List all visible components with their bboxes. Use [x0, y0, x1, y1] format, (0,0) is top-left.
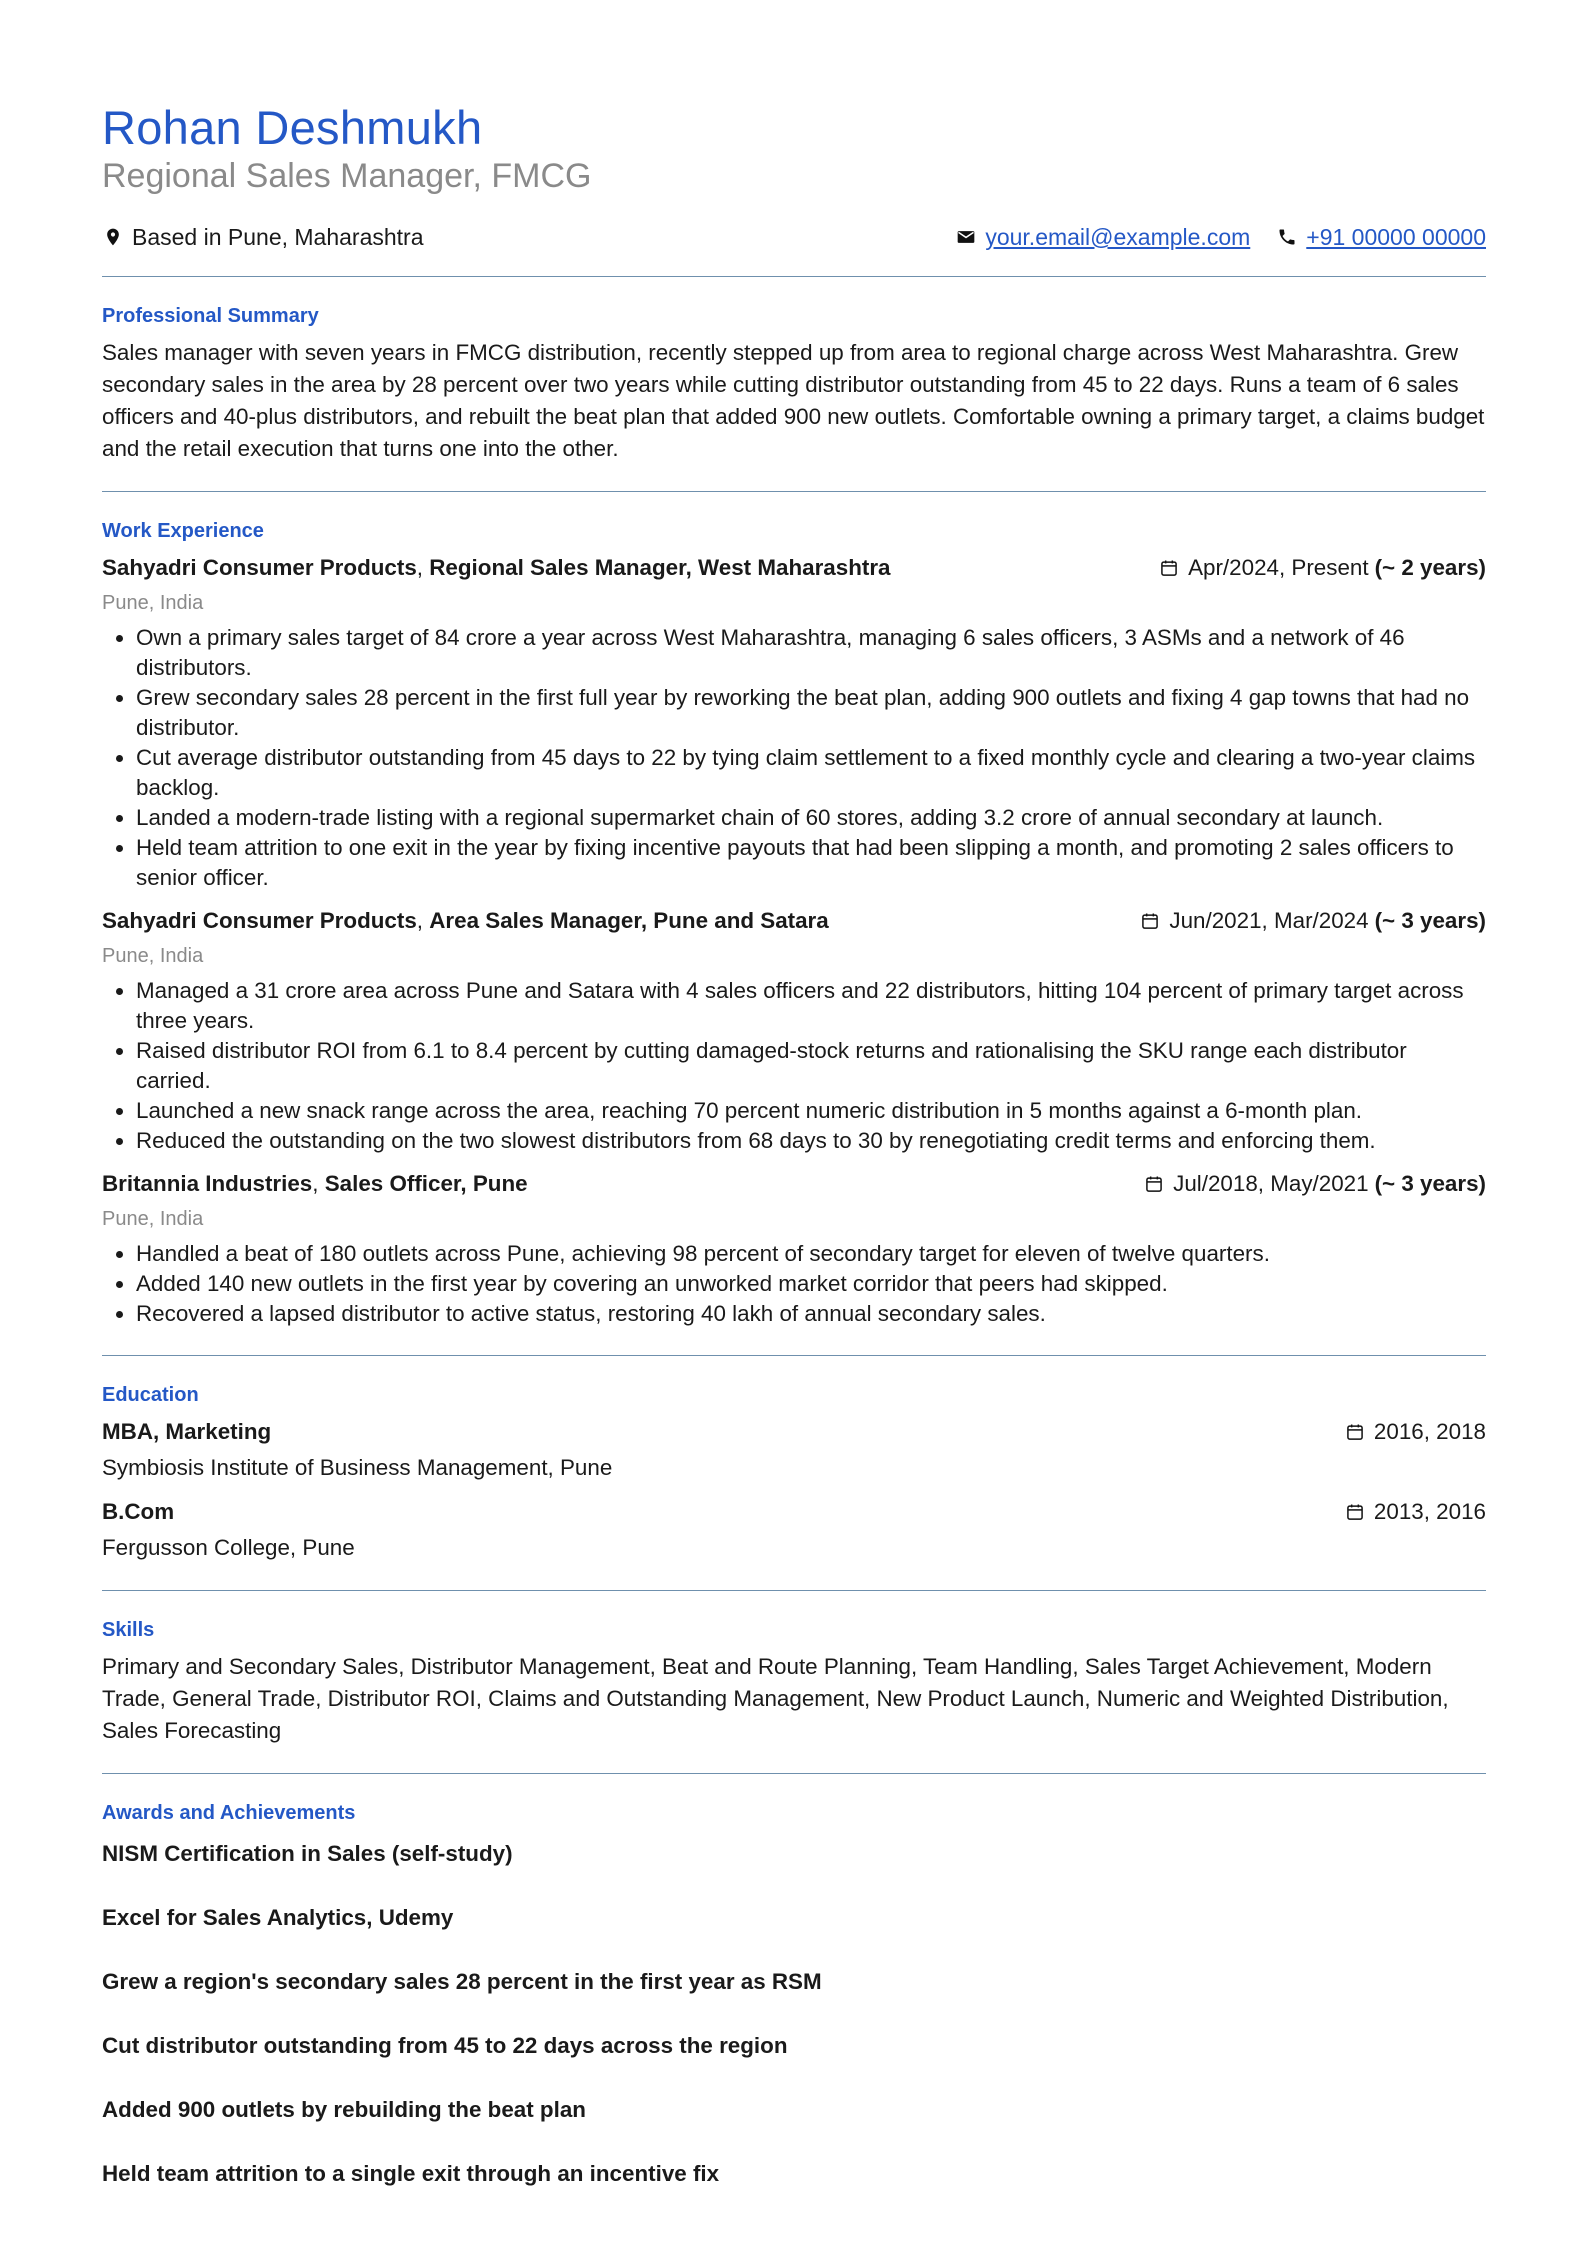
- summary-section: [102, 277, 1486, 491]
- candidate-name: Rohan Deshmukh: [102, 101, 483, 154]
- award-item: NISM Certification in Sales (self-study): [102, 1841, 513, 1866]
- list-item: • Managed a 31 crore area across Pune and Satara with 4 sales officers and 22 distributors, hitting 104 percent of primary target across three years.: [136, 976, 1486, 1036]
- job-entry: [102, 905, 1486, 1156]
- job-header: [102, 552, 1486, 584]
- education-dates: [1344, 1496, 1486, 1528]
- location-text: Based in Pune, Maharashtra: [132, 224, 424, 250]
- calendar-icon: [1344, 1501, 1366, 1523]
- degree: B.Com: [102, 1499, 175, 1524]
- title-separator: ,: [416, 908, 430, 933]
- award-item: Excel for Sales Analytics, Udemy: [102, 1905, 454, 1930]
- list-item: • Raised distributor ROI from 6.1 to 8.4 percent by cutting damaged-stock returns and rationalising the SKU range each distributor carried.: [136, 1036, 1486, 1096]
- education-section: [102, 1356, 1486, 1590]
- phone-item[interactable]: [1276, 222, 1486, 252]
- job-dates: [1143, 1168, 1486, 1200]
- section-title-awards: Awards and Achievements: [102, 1802, 356, 1824]
- list-item: • Grew secondary sales 28 percent in the first full year by reworking the beat plan, adding 900 outlets and fixing 4 gap towns that had no distributor.: [136, 683, 1486, 743]
- job-title: [102, 1168, 528, 1200]
- job-title: [102, 905, 829, 937]
- phone-link[interactable]: +91 00000 00000: [1306, 224, 1486, 250]
- date-range: 2013, 2016: [1373, 1499, 1486, 1524]
- job-header: [102, 905, 1486, 937]
- section-title-skills: Skills: [102, 1619, 155, 1641]
- section-title-summary: Professional Summary: [102, 305, 319, 327]
- list-item: • Own a primary sales target of 84 crore a year across West Maharashtra, managing 6 sales officers, 3 ASMs and a network of 46 distributors.: [136, 623, 1486, 683]
- calendar-icon: [1344, 1421, 1366, 1443]
- degree: MBA, Marketing: [102, 1419, 272, 1444]
- company-name: Sahyadri Consumer Products: [102, 555, 417, 580]
- section-title-experience: Work Experience: [102, 520, 264, 542]
- email-item[interactable]: [955, 222, 1250, 252]
- envelope-icon: [955, 226, 977, 248]
- education-dates: [1344, 1416, 1486, 1448]
- candidate-role: Regional Sales Manager, FMCG: [102, 157, 592, 195]
- education-list: [102, 1416, 1486, 1564]
- title-separator: ,: [312, 1171, 325, 1196]
- map-pin-icon: [102, 226, 124, 248]
- company-name: Sahyadri Consumer Products: [102, 908, 417, 933]
- location-item: [102, 222, 424, 252]
- bullet-list: [102, 1239, 1486, 1329]
- date-range: Jul/2018, May/2021: [1173, 1171, 1369, 1196]
- job-location: Pune, India: [102, 945, 204, 967]
- list-item: • Handled a beat of 180 outlets across Pune, achieving 98 percent of secondary target for eleven of twelve quarters.: [136, 1239, 1486, 1269]
- award-item: Grew a region's secondary sales 28 percent in the first year as RSM: [102, 1969, 822, 1994]
- date-range: Jun/2021, Mar/2024: [1169, 908, 1369, 933]
- job-title: [102, 552, 891, 584]
- position-title: Sales Officer, Pune: [324, 1171, 528, 1196]
- bullet-list: [102, 623, 1486, 893]
- job-header: [102, 1168, 1486, 1200]
- school: Symbiosis Institute of Business Management, Pune: [102, 1455, 613, 1480]
- calendar-icon: [1139, 910, 1161, 932]
- job-list: [102, 552, 1486, 1329]
- job-location: Pune, India: [102, 592, 204, 614]
- summary-text: Sales manager with seven years in FMCG distribution, recently stepped up from area to regional charge across West Maharashtra. Grew secondary sales in the area by 28 percent over two years while cutting distributor outstanding from 45 to 22 days. Runs a team of 6 sales officers and 40-plus distributors, and rebuilt the beat plan that added 900 new outlets. Comfortable owning a primary target, a claims budget and the retail execution that turns one into the other.: [102, 340, 1485, 461]
- award-item: Cut distributor outstanding from 45 to 22 days across the region: [102, 2033, 788, 2058]
- date-range: Apr/2024, Present: [1188, 555, 1369, 580]
- list-item: • Cut average distributor outstanding from 45 days to 22 by tying claim settlement to a fixed monthly cycle and clearing a two-year claims backlog.: [136, 743, 1486, 803]
- award-item: Held team attrition to a single exit through an incentive fix: [102, 2161, 720, 2186]
- list-item: • Recovered a lapsed distributor to active status, restoring 40 lakh of annual secondary sales.: [136, 1299, 1486, 1329]
- awards-section: [102, 1774, 1486, 2246]
- education-header: [102, 1496, 1486, 1528]
- phone-icon: [1276, 226, 1298, 248]
- contact-row: [102, 222, 1486, 252]
- school: Fergusson College, Pune: [102, 1535, 355, 1560]
- job-entry: [102, 1168, 1486, 1329]
- awards-list: [102, 1838, 1486, 2190]
- duration: (~ 2 years): [1374, 555, 1486, 580]
- education-entry: [102, 1496, 1486, 1564]
- list-item: • Added 140 new outlets in the first year by covering an unworked market corridor that peers had skipped.: [136, 1269, 1486, 1299]
- job-entry: [102, 552, 1486, 893]
- list-item: • Landed a modern-trade listing with a regional supermarket chain of 60 stores, adding 3.2 crore of annual secondary at launch.: [136, 803, 1486, 833]
- date-range: 2016, 2018: [1373, 1419, 1486, 1444]
- calendar-icon: [1158, 557, 1180, 579]
- company-name: Britannia Industries: [102, 1171, 313, 1196]
- section-title-education: Education: [102, 1384, 199, 1406]
- skills-text: Primary and Secondary Sales, Distributor Management, Beat and Route Planning, Team Handling, Sales Target Achievement, Modern Trade, General Trade, Distributor ROI, Claims and Outstanding Management, New Product Launch, Numeric and Weighted Distribution, Sales Forecasting: [102, 1654, 1449, 1743]
- position-title: Area Sales Manager, Pune and Satara: [429, 908, 829, 933]
- title-separator: ,: [416, 555, 430, 580]
- calendar-icon: [1143, 1173, 1165, 1195]
- experience-section: [102, 492, 1486, 1355]
- job-dates: [1158, 552, 1486, 584]
- job-location: Pune, India: [102, 1208, 204, 1230]
- job-dates: [1139, 905, 1486, 937]
- duration: (~ 3 years): [1374, 1171, 1486, 1196]
- award-item: Added 900 outlets by rebuilding the beat plan: [102, 2097, 586, 2122]
- resume-header: [102, 100, 1486, 252]
- position-title: Regional Sales Manager, West Maharashtra: [429, 555, 891, 580]
- email-link[interactable]: your.email@example.com: [985, 224, 1251, 250]
- duration: (~ 3 years): [1374, 908, 1486, 933]
- list-item: • Held team attrition to one exit in the year by fixing incentive payouts that had been slipping a month, and promoting 2 sales officers to senior officer.: [136, 833, 1486, 893]
- list-item: • Launched a new snack range across the area, reaching 70 percent numeric distribution in 5 months against a 6-month plan.: [136, 1096, 1486, 1126]
- education-header: [102, 1416, 1486, 1448]
- skills-section: [102, 1591, 1486, 1773]
- education-entry: [102, 1416, 1486, 1484]
- list-item: • Reduced the outstanding on the two slowest distributors from 68 days to 30 by renegotiating credit terms and enforcing them.: [136, 1126, 1486, 1156]
- bullet-list: [102, 976, 1486, 1156]
